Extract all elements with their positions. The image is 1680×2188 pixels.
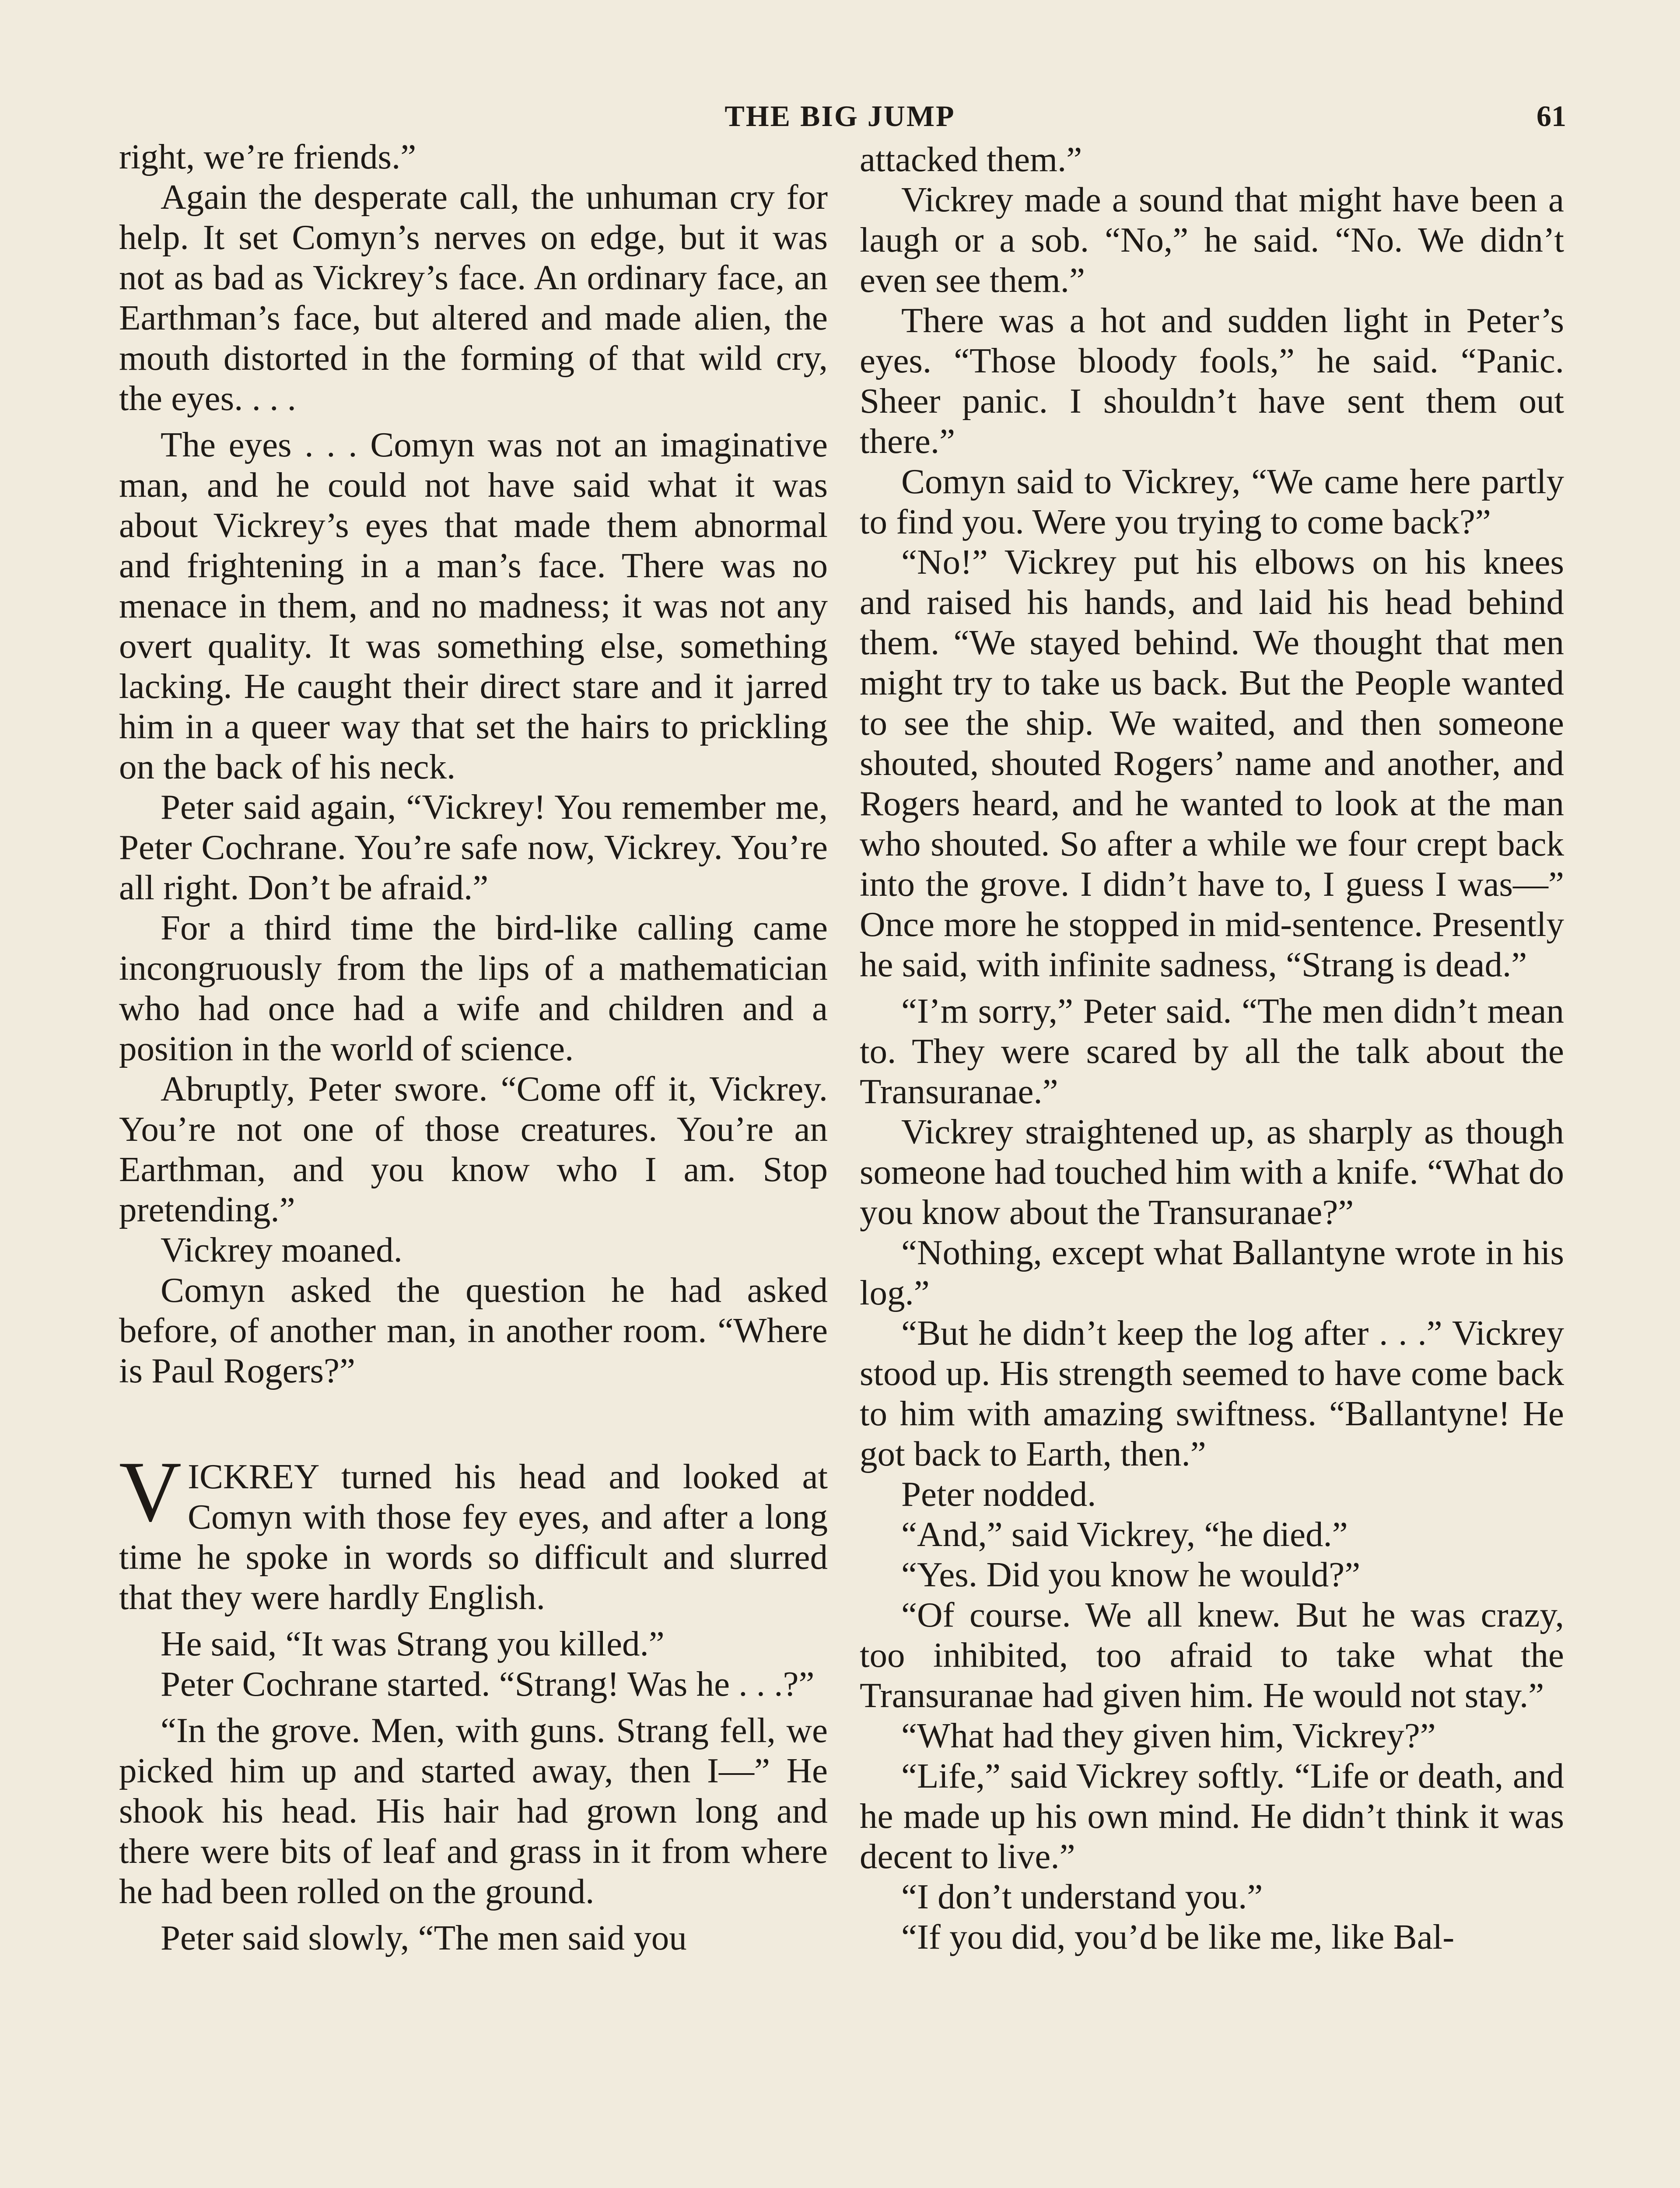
paragraph: Again the desperate call, the unhuman cry for help. It set Comyn’s nerves on edge, but it was not as bad as Vickrey’s face. An ordinary face, an Earthman’s face, but altered and made alien, the mouth distorted in the forming of that wild cry, the eyes. . . . (119, 177, 828, 418)
running-title: THE BIG JUMP (724, 99, 956, 133)
paragraph: “But he didn’t keep the log after . . .” Vickrey stood up. His strength seemed to have come back to him with amazing swiftness. “Ballantyne! He got back to Earth, then.” (860, 1313, 1564, 1473)
right-column (860, 139, 1564, 1957)
paragraph: Comyn asked the question he had asked before, of another man, in another room. “Where is Paul Rogers?” (119, 1270, 828, 1390)
paragraph: Vickrey straightened up, as sharply as though someone had touched him with a knife. “What do you know about the Transuranae?” (860, 1112, 1564, 1232)
paragraph: Vickrey moaned. (161, 1230, 402, 1269)
drop-cap: V (119, 1444, 182, 1539)
paragraph: “Nothing, except what Ballantyne wrote in his log.” (860, 1233, 1564, 1312)
paragraph: He said, “It was Strang you killed.” (161, 1624, 665, 1663)
paragraph: Peter said slowly, “The men said you (161, 1918, 687, 1957)
paragraph: “What had they given him, Vickrey?” (901, 1716, 1436, 1755)
paragraph: “Of course. We all knew. But he was crazy, too inhibited, too afraid to take what the Transuranae had given him. He would not stay.” (860, 1595, 1564, 1715)
page-number: 61 (1536, 99, 1566, 133)
paragraph: attacked them.” (860, 140, 1082, 179)
paragraph: Abruptly, Peter swore. “Come off it, Vickrey. You’re not one of those creatures. You’re an Earthman, and you know who I am. Stop pretending.” (119, 1069, 828, 1229)
left-column (119, 137, 828, 1958)
paragraph: Peter nodded. (901, 1474, 1096, 1514)
paragraph: “If you did, you’d be like me, like Bal- (901, 1917, 1455, 1957)
paragraph: Vickrey made a sound that might have been a laugh or a sob. “No,” he said. “No. We didn’t even see them.” (860, 180, 1564, 300)
paragraph: The eyes . . . Comyn was not an imaginative man, and he could not have said what it was about Vickrey’s eyes that made them abnormal and frightening in a man’s face. There was no menace in them, and no madness; it was not any overt quality. It was something else, something lacking. He caught their direct stare and it jarred him in a queer way that set the hairs to prickling on the back of his neck. (119, 425, 828, 786)
paragraph-text: ICKREY turned his head and looked at Comyn with those fey eyes, and after a long time he spoke in words so difficult and slurred that they were hardly English. (119, 1457, 828, 1617)
paragraph: Peter said again, “Vickrey! You remember me, Peter Cochrane. You’re safe now, Vickrey. You’re all right. Don’t be afraid.” (119, 787, 828, 907)
paragraph: “I don’t understand you.” (901, 1877, 1263, 1916)
paragraph: There was a hot and sudden light in Peter’s eyes. “Those bloody fools,” he said. “Panic. Sheer panic. I shouldn’t have sent them out there.” (860, 301, 1564, 461)
paragraph: “And,” said Vickrey, “he died.” (901, 1515, 1348, 1554)
paragraph: For a third time the bird-like calling came incongruously from the lips of a mathematician who had once had a wife and children and a position in the world of science. (119, 908, 828, 1068)
paragraph: Peter Cochrane started. “Strang! Was he . . .?” (161, 1664, 815, 1704)
paragraph: “In the grove. Men, with guns. Strang fell, we picked him up and started away, then I—” He shook his head. His hair had grown long and there were bits of leaf and grass in it from where he had been rolled on the ground. (119, 1711, 828, 1911)
paragraph: “No!” Vickrey put his elbows on his knees and raised his hands, and laid his head behind them. “We stayed behind. We thought that men might try to take us back. But the People wanted to see the ship. We waited, and then someone shouted, shouted Rogers’ name and another, and Rogers heard, and he wanted to look at the man who shouted. So after a while we four crept back into the grove. I didn’t have to, I guess I was—” Once more he stopped in mid-sentence. Presently he said, with infinite sadness, “Strang is dead.” (860, 542, 1564, 984)
paragraph: “I’m sorry,” Peter said. “The men didn’t mean to. They were scared by all the talk about the Transuranae.” (860, 991, 1564, 1111)
paragraph: Comyn said to Vickrey, “We came here partly to find you. Were you trying to come back?” (860, 462, 1564, 541)
section-opening-paragraph (119, 1444, 828, 1617)
paragraph: right, we’re friends.” (119, 137, 416, 176)
paragraph: “Yes. Did you know he would?” (901, 1555, 1361, 1594)
paragraph: “Life,” said Vickrey softly. “Life or death, and he made up his own mind. He didn’t think it was decent to live.” (860, 1756, 1564, 1876)
